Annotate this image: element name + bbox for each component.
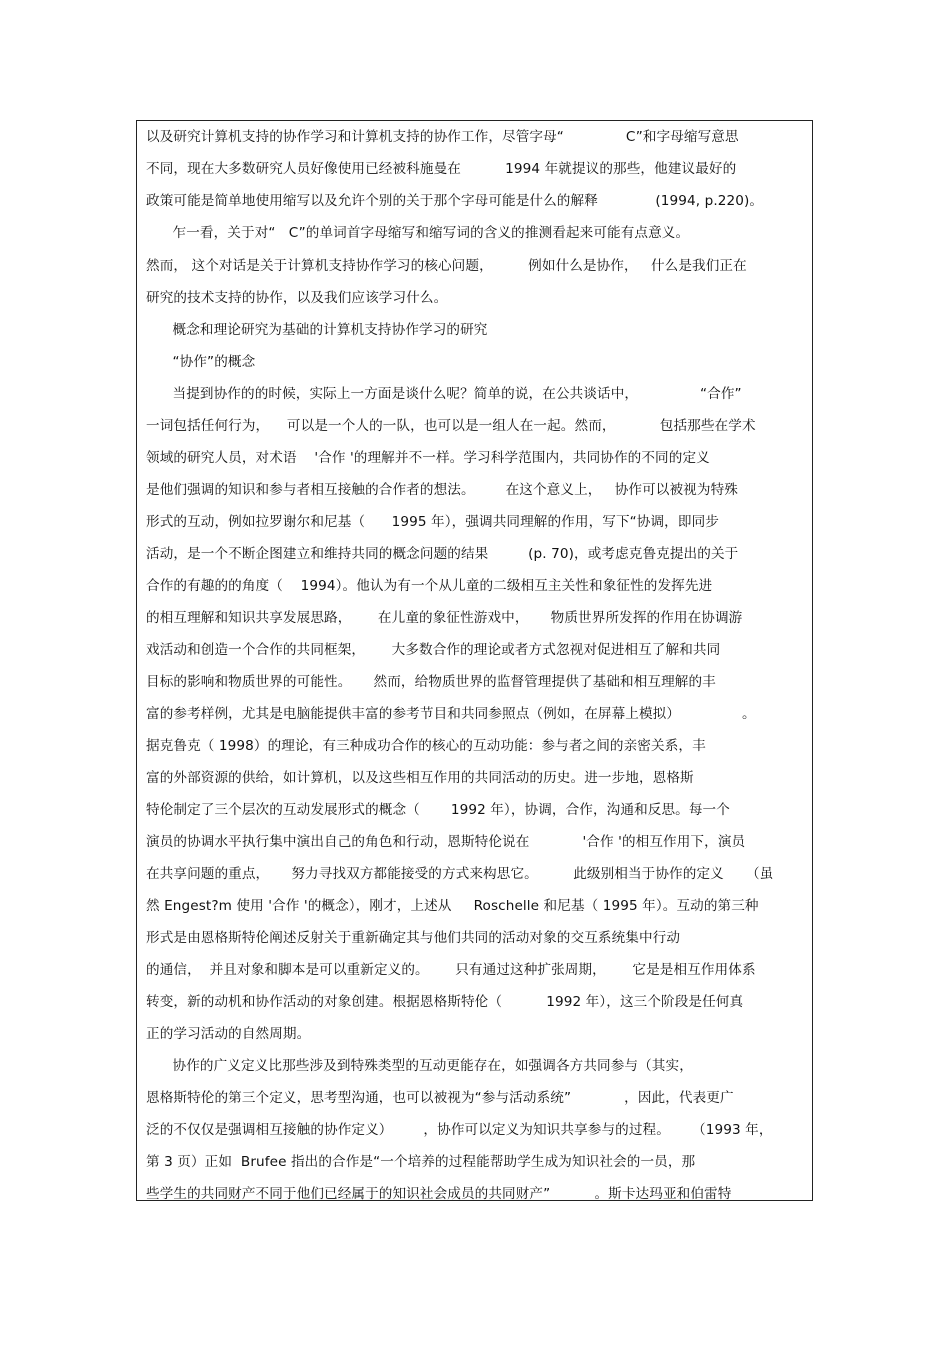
text-line: 特伦制定了三个层次的互动发展形式的概念（ 1992 年），协调，合作，沟通和反思。每一个 — [146, 802, 730, 818]
text-line: 目标的影响和物质世界的可能性。 然而，给物质世界的监督管理提供了基础和相互理解的丰 — [146, 674, 716, 690]
text-line: 乍一看，关于对“ C”的单词首字母缩写和缩写词的含义的推测看起来可能有点意义。 — [146, 225, 690, 241]
text-line: 的相互理解和知识共享发展思路， 在儿童的象征性游戏中， 物质世界所发挥的作用在协调游 — [146, 610, 743, 626]
text-line: 研究的技术支持的协作，以及我们应该学习什么。 — [146, 290, 448, 306]
section-heading: 概念和理论研究为基础的计算机支持协作学习的研究 — [146, 322, 488, 338]
text-line: 在共享问题的重点， 努力寻找双方都能接受的方式来构思它。 此级别相当于协作的定义 （虽 — [146, 866, 774, 882]
text-line: 第 3 页）正如 Brufee 指出的合作是“一个培养的过程能帮助学生成为知识社会的一员，那 — [146, 1154, 696, 1170]
text-line: 政策可能是简单地使用缩写以及允许个别的关于那个字母可能是什么的解释 (1994, p.220)。 — [146, 193, 764, 209]
text-line: 当提到协作的的时候，实际上一方面是谈什么呢？简单的说，在公共谈话中， “合作” — [146, 386, 742, 402]
text-line: 的通信， 并且对象和脚本是可以重新定义的。 只有通过这种扩张周期， 它是是相互作用体系 — [146, 962, 756, 978]
text-line: 活动，是一个不断企图建立和维持共同的概念问题的结果 (p. 70)，或考虑克鲁克提出的关于 — [146, 546, 739, 562]
text-line: 富的外部资源的供给，如计算机，以及这些相互作用的共同活动的历史。进一步地，恩格斯 — [146, 770, 694, 786]
text-line: 泛的不仅仅是强调相互接触的协作定义） ，协作可以定义为知识共享参与的过程。 （1993 年， — [146, 1122, 773, 1138]
text-line: 形式的互动，例如拉罗谢尔和尼基（ 1995 年），强调共同理解的作用，写下“协调，即同步 — [146, 514, 719, 530]
text-line: 演员的协调水平执行集中演出自己的角色和行动，恩斯特伦说在 '合作 '的相互作用下，演员 — [146, 834, 746, 850]
text-line: 转变，新的动机和协作活动的对象创建。根据恩格斯特伦（ 1992 年），这三个阶段是任何真 — [146, 994, 744, 1010]
text-line: 合作的有趣的的角度（ 1994）。他认为有一个从儿童的二级相互主关性和象征性的发挥先进 — [146, 578, 713, 594]
text-line: 戏活动和创造一个合作的共同框架， 大多数合作的理论或者方式忽视对促进相互了解和共同 — [146, 642, 721, 658]
text-line: 些学生的共同财产不同于他们已经属于的知识社会成员的共同财产” 。斯卡达玛亚和伯雷特 — [146, 1186, 732, 1202]
subsection-heading: “协作”的概念 — [146, 354, 256, 370]
text-line: 一词包括任何行为， 可以是一个人的一队，也可以是一组人在一起。然而， 包括那些在学术 — [146, 418, 756, 434]
text-line: 是他们强调的知识和参与者相互接触的合作者的想法。 在这个意义上， 协作可以被视为特殊 — [146, 482, 738, 498]
text-line: 据克鲁克（ 1998）的理论，有三种成功合作的核心的互动功能：参与者之间的亲密关系，丰 — [146, 738, 706, 754]
text-line: 正的学习活动的自然周期。 — [146, 1026, 311, 1042]
text-line: 不同，现在大多数研究人员好像使用已经被科施曼在 1994 年就提议的那些，他建议最好的 — [146, 161, 737, 177]
text-line: 然 Engest?m 使用 '合作 '的概念），刚才，上述从 Roschelle 和尼基（ 1995 年）。互动的第三种 — [146, 898, 759, 914]
text-line: 领域的研究人员，对术语 '合作 '的理解并不一样。学习科学范围内，共同协作的不同的定义 — [146, 450, 710, 466]
text-line: 富的参考样例，尤其是电脑能提供丰富的参考节目和共同参照点（例如，在屏幕上模拟） 。 — [146, 706, 756, 722]
text-line: 然而， 这个对话是关于计算机支持协作学习的核心问题， 例如什么是协作， 什么是我们正在 — [146, 258, 747, 274]
text-line: 以及研究计算机支持的协作学习和计算机支持的协作工作，尽管字母“ C”和字母缩写意思 — [146, 129, 739, 145]
text-line: 恩格斯特伦的第三个定义，思考型沟通，也可以被视为“参与活动系统” ，因此，代表更广 — [146, 1090, 734, 1106]
text-line: 协作的广义定义比那些涉及到特殊类型的互动更能存在，如强调各方共同参与（其实， — [146, 1058, 693, 1074]
text-line: 形式是由恩格斯特伦阐述反射关于重新确定其与他们共同的活动对象的交互系统集中行动 — [146, 930, 681, 946]
